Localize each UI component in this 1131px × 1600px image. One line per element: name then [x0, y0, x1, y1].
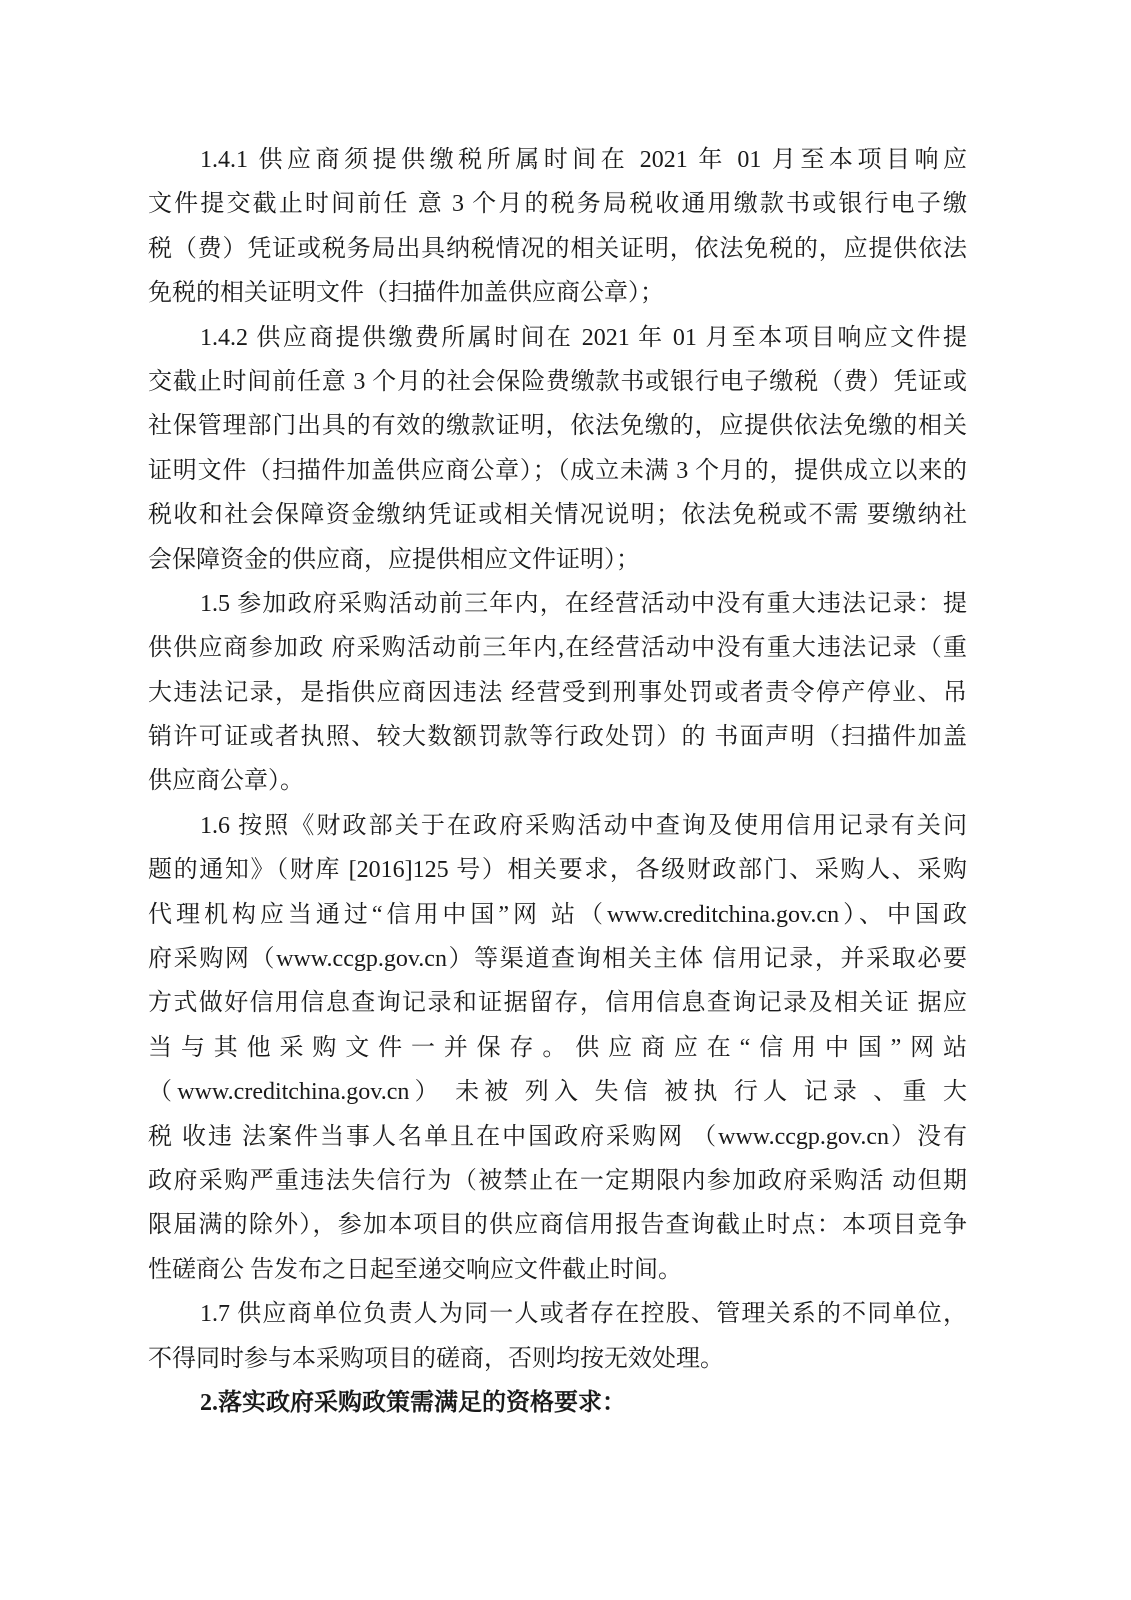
clause-1-6-line-5: 方式做好信用信息查询记录和证据留存，信用信息查询记录及相关证 据应: [148, 990, 967, 1017]
clause-1-4-2-line-6: 会保障资金的供应商，应提供相应文件证明）；: [148, 546, 640, 573]
clause-1-5-line-1: 1.5 参加政府采购活动前三年内，在经营活动中没有重大违法记录：提: [200, 590, 967, 617]
clause-1-6-line-1: 1.6 按照《财政部关于在政府采购活动中查询及使用信用记录有关问: [200, 812, 967, 839]
clause-1-4-1: [148, 138, 967, 316]
clause-1-4-2-line-2: 交截止时间前任意 3 个月的社会保险费缴款书或银行电子缴税（费）凭证或: [148, 368, 967, 395]
clause-1-5-line-4: 销许可证或者执照、较大数额罚款等行政处罚）的 书面声明（扫描件加盖: [148, 724, 967, 751]
clause-1-6-line-3: 代理机构应当通过“信用中国”网 站（www.creditchina.gov.cn）、中国政: [148, 901, 967, 928]
clause-1-6: [148, 804, 967, 1292]
clause-1-6-line-6: 当与其他采购文件一并保存。供应商应在“信用中国”网站: [148, 1034, 967, 1061]
clause-1-6-line-2: 题的通知》（财库 [2016]125 号）相关要求，各级财政部门、采购人、采购: [148, 857, 967, 884]
clause-1-6-line-7: （www.creditchina.gov.cn） 未被 列入 失信 被执 行人 记录 、重 大: [148, 1079, 967, 1106]
clause-1-4-1-line-3: 税（费）凭证或税务局出具纳税情况的相关证明，依法免税的，应提供依法: [148, 235, 967, 262]
clause-1-6-line-10: 限届满的除外），参加本项目的供应商信用报告查询截止时点：本项目竞争: [148, 1212, 967, 1239]
clause-1-6-line-4: 府采购网（www.ccgp.gov.cn）等渠道查询相关主体 信用记录，并采取必要: [148, 946, 967, 973]
clause-1-4-1-line-2: 文件提交截止时间前任 意 3 个月的税务局税收通用缴款书或银行电子缴: [148, 191, 967, 218]
clause-1-5-line-5: 供应商公章）。: [148, 768, 304, 795]
clause-1-4-1-line-1: 1.4.1 供应商须提供缴税所属时间在 2021 年 01 月至本项目响应: [200, 147, 967, 173]
clause-1-7-line-1: 1.7 供应商单位负责人为同一人或者存在控股、管理关系的不同单位，: [200, 1301, 967, 1328]
clause-1-4-2-line-3: 社保管理部门出具的有效的缴款证明，依法免缴的，应提供依法免缴的相关: [148, 413, 967, 440]
clause-1-4-2-line-1: 1.4.2 供应商提供缴费所属时间在 2021 年 01 月至本项目响应文件提: [200, 324, 967, 351]
clause-1-5-line-2: 供供应商参加政 府采购活动前三年内,在经营活动中没有重大违法记录（重: [148, 635, 967, 662]
clause-1-4-2: [148, 316, 967, 582]
clause-1-5: [148, 582, 967, 804]
clause-1-6-line-11: 性磋商公 告发布之日起至递交响应文件截止时间。: [148, 1256, 682, 1283]
clause-1-6-line-8: 税 收违 法案件当事人名单且在中国政府采购网 （www.ccgp.gov.cn）没有: [148, 1123, 967, 1150]
clause-1-4-2-line-4: 证明文件（扫描件加盖供应商公章）；（成立未满 3 个月的，提供成立以来的: [148, 457, 967, 484]
clause-1-4-1-line-4: 免税的相关证明文件（扫描件加盖供应商公章）；: [148, 280, 664, 307]
clause-1-7: [148, 1292, 967, 1381]
clause-1-5-line-3: 大违法记录，是指供应商因违法 经营受到刑事处罚或者责令停产停业、吊: [148, 679, 967, 706]
heading-2: [148, 1381, 967, 1425]
document-body: [148, 138, 967, 1425]
clause-1-6-line-9: 政府采购严重违法失信行为（被禁止在一定期限内参加政府采购活 动但期: [148, 1167, 967, 1194]
clause-1-7-line-2: 不得同时参与本采购项目的磋商，否则均按无效处理。: [148, 1345, 724, 1372]
clause-1-4-2-line-5: 税收和社会保障资金缴纳凭证或相关情况说明；依法免税或不需 要缴纳社: [148, 502, 967, 529]
heading-2-line-1: 2.落实政府采购政策需满足的资格要求：: [200, 1389, 626, 1416]
